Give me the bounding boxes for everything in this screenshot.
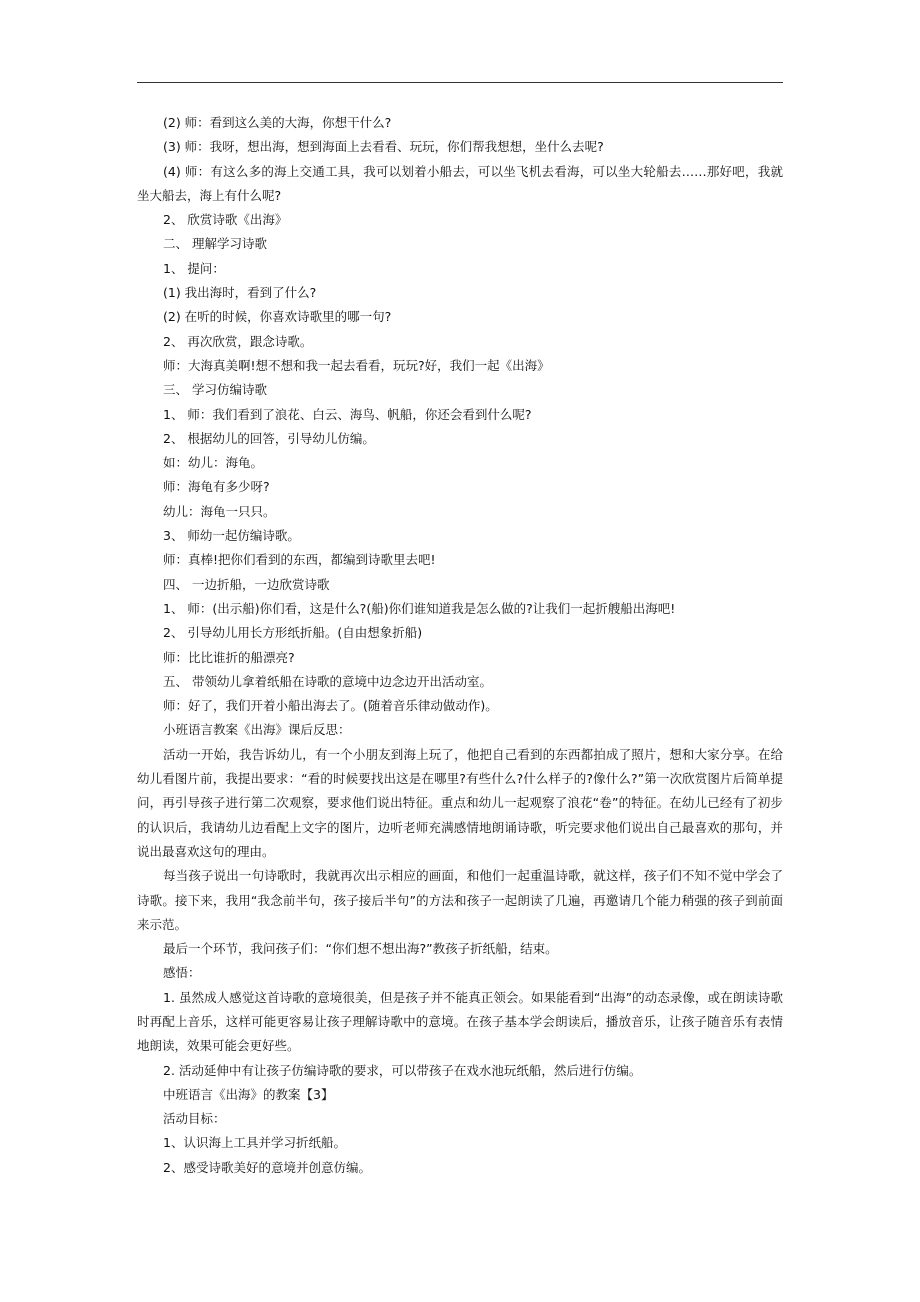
goal-item: 1、认识海上工具并学习折纸船。 xyxy=(163,1135,346,1151)
reflection-paragraph: 每当孩子说出一句诗歌时，我就再次出示相应的画面，和他们一起重温诗歌，就这样，孩子们不知不觉中学会了诗歌。接下来，我用“我念前半句，孩子接后半句”的方法和孩子一起朗读了几遍，再邀请几个能力稍强的孩子到前面来示范。 xyxy=(137,868,783,932)
dialogue-line: 师：真棒!把你们看到的东西，都编到诗歌里去吧! xyxy=(163,552,436,568)
reflection-line: 最后一个环节，我问孩子们：“你们想不想出海?”教孩子折纸船，结束。 xyxy=(163,941,558,957)
step-line: 1、 提问： xyxy=(163,260,225,276)
document-body xyxy=(137,111,783,1180)
reflection-paragraph: 活动一开始，我告诉幼儿，有一个小朋友到海上玩了，他把自己看到的东西都拍成了照片，想和大家分享。在给幼儿看图片前，我提出要求：“看的时候要找出这是在哪里?有些什么?什么样子的?像什么?”第一次欣赏图片后简单提问，再引导孩子进行第二次观察，要求他们说出特征。重点和幼儿一起观察了浪花“卷”的特征。在幼儿已经有了初步的认识后，我请幼儿边看配上文字的图片，边听老师充满感情地朗诵诗歌，听完要求他们说出自己最喜欢的那句，并说出最喜欢这句的理由。 xyxy=(137,746,783,859)
insight-paragraph: 1. 虽然成人感觉这首诗歌的意境很美，但是孩子并不能真正领会。如果能看到“出海”的动态录像，或在朗读诗歌时再配上音乐，这样可能更容易让孩子理解诗歌中的意境。在孩子基本学会朗读后，播放音乐，让孩子随音乐有表情地朗读，效果可能会更好些。 xyxy=(137,989,783,1054)
step-line: 2、 再次欣赏，跟念诗歌。 xyxy=(163,333,313,349)
example-line: 如：幼儿：海龟。 xyxy=(163,455,264,471)
goal-item: 2、感受诗歌美好的意境并创意仿编。 xyxy=(163,1159,371,1175)
dialogue-paragraph: (4) 师：有这么多的海上交通工具，我可以划着小船去，可以坐飞机去看海，可以坐大轮船去……那好吧，我就坐大船去，海上有什么呢? xyxy=(137,163,783,203)
step-line: 2、 欣赏诗歌《出海》 xyxy=(163,212,288,228)
insight-line: 2. 活动延伸中有让孩子仿编诗歌的要求，可以带孩子在戏水池玩纸船，然后进行仿编。 xyxy=(163,1062,642,1078)
goals-label: 活动目标： xyxy=(163,1111,226,1127)
step-line: 1、 师：(出示船)你们看，这是什么?(船)你们谁知道我是怎么做的?让我们一起折艘船出海吧! xyxy=(163,600,676,616)
dialogue-line: 师：比比谁折的船漂亮? xyxy=(163,649,295,665)
dialogue-line: 师：大海真美啊!想不想和我一起去看看，玩玩?好，我们一起《出海》 xyxy=(163,357,550,373)
question-line: (2) 在听的时候，你喜欢诗歌里的哪一句? xyxy=(163,309,392,325)
question-line: (1) 我出海时，看到了什么? xyxy=(163,285,317,301)
section-heading: 四、 一边折船，一边欣赏诗歌 xyxy=(163,576,330,592)
dialogue-line: 师：好了，我们开着小船出海去了。(随着音乐律动做动作)。 xyxy=(163,698,498,714)
step-line: 2、 引导幼儿用长方形纸折船。(自由想象折船) xyxy=(163,625,423,641)
section-heading: 五、 带领幼儿拿着纸船在诗歌的意境中边念边开出活动室。 xyxy=(163,673,492,689)
lesson-title: 中班语言《出海》的教案【3】 xyxy=(163,1086,334,1102)
dialogue-line: 师：海龟有多少呀? xyxy=(163,479,270,495)
dialogue-line: 幼儿：海龟一只只。 xyxy=(163,503,276,519)
section-heading: 三、 学习仿编诗歌 xyxy=(163,382,267,398)
insight-label: 感悟： xyxy=(163,965,201,981)
dialogue-line: (2) 师：看到这么美的大海，你想干什么? xyxy=(163,115,392,130)
step-line: 3、 师幼一起仿编诗歌。 xyxy=(163,528,300,544)
reflection-title: 小班语言教案《出海》课后反思： xyxy=(163,722,351,738)
header-rule xyxy=(137,82,783,83)
section-heading: 二、 理解学习诗歌 xyxy=(163,236,267,252)
step-line: 2、 根据幼儿的回答，引导幼儿仿编。 xyxy=(163,430,375,446)
step-line: 1、 师：我们看到了浪花、白云、海鸟、帆船，你还会看到什么呢? xyxy=(163,406,532,422)
dialogue-line: (3) 师：我呀，想出海，想到海面上去看看、玩玩，你们帮我想想，坐什么去呢? xyxy=(163,139,604,155)
